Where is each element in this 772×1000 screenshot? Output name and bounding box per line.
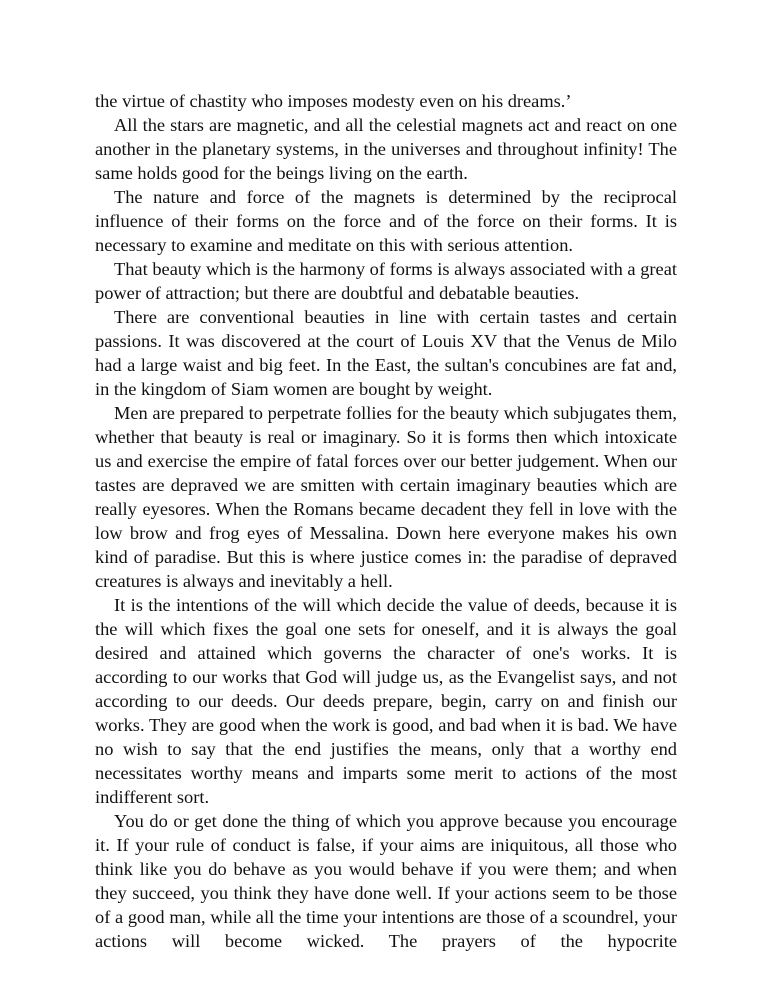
paragraph-intentions-of-will: It is the intentions of the will which decide the value of deeds, because it is the will which fixes the goal one sets for oneself, and it is always the goal desired and attained which governs the character of one's works. It is according to our works that God will judge us, as the Evangelist says, and not according to our deeds. Our deeds prepare, begin, carry on and finish our works. They are good when the work is good, and bad when it is bad. We have no wish to say that the end justifies the means, only that a worthy end necessitates worthy means and imparts some merit to actions of the most indifferent sort. (95, 595, 677, 807)
paragraph-stars-magnetic: All the stars are magnetic, and all the celestial magnets act and react on one another in the planetary systems, in the universes and throughout infinity! The same holds good for the beings living on the earth. (95, 115, 677, 183)
paragraph-nature-of-magnets: The nature and force of the magnets is determined by the reciprocal influence of their forms on the force and of the force on their forms. It is necessary to examine and meditate on this with serious attention. (95, 187, 677, 255)
paragraph-conventional-beauties: There are conventional beauties in line with certain tastes and certain passions. It was discovered at the court of Louis XV that the Venus de Milo had a large waist and big feet. In the East, the sultan's concubines are fat and, in the kingdom of Siam women are bought by weight. (95, 307, 677, 399)
paragraph-follies-for-beauty: Men are prepared to perpetrate follies for the beauty which subjugates them, whether that beauty is real or imaginary. So it is forms then which intoxicate us and exercise the empire of fatal forces over our better judgement. When our tastes are depraved we are smitten with certain imaginary beauties which are really eyesores. When the Romans became decadent they fell in love with the low brow and frog eyes of Messalina. Down here everyone makes his own kind of paradise. But this is where justice comes in: the paradise of depraved creatures is always and inevitably a hell. (95, 403, 677, 591)
paragraph-beauty-harmony: That beauty which is the harmony of forms is always associated with a great power of attraction; but there are doubtful and debatable beauties. (95, 259, 677, 303)
paragraph-rule-of-conduct: You do or get done the thing of which you approve because you encourage it. If your rule of conduct is false, if your aims are iniquitous, all those who think like you do behave as you would behave if you were them; and when they succeed, you think they have done well. If your actions seem to be those of a good man, while all the time your intentions are those of a scoundrel, your actions will become wicked. The prayers of the hypocrite (95, 811, 677, 951)
paragraph-continuation: the virtue of chastity who imposes modesty even on his dreams.’ (95, 91, 572, 111)
document-page (95, 89, 677, 953)
